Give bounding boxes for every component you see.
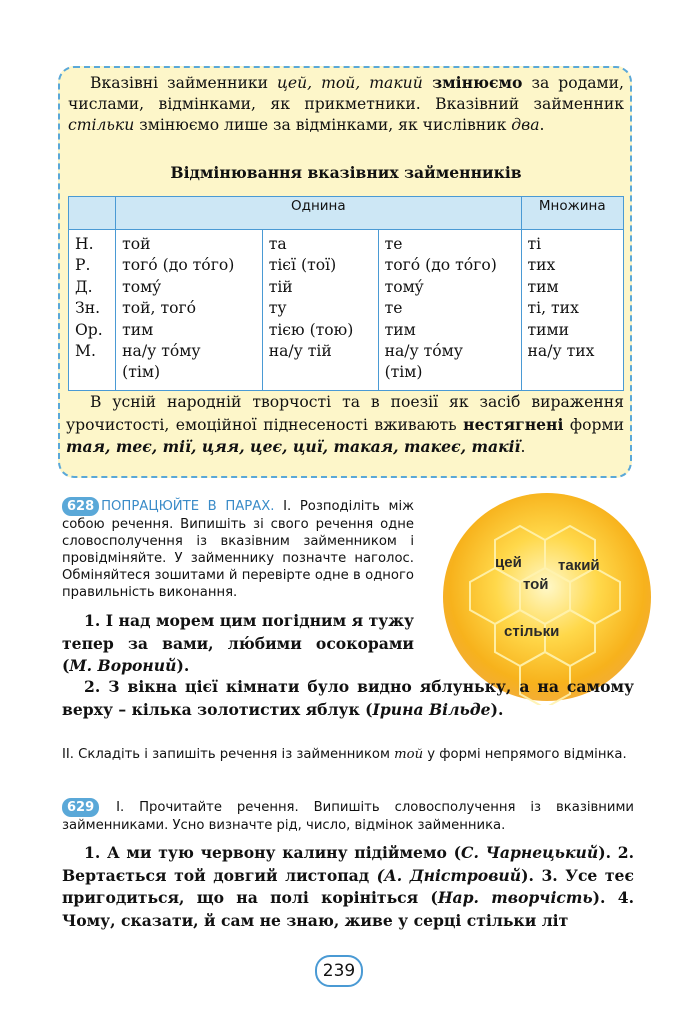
case-label: Р. bbox=[75, 256, 91, 275]
case-label: Д. bbox=[75, 277, 93, 296]
sentence-keyword: листопад bbox=[285, 865, 370, 885]
exercise-629-sentences bbox=[62, 842, 634, 932]
sentence-text: 1. І над морем цим погідним я тужу тепер за вами, лю́бими осокорами ( bbox=[62, 611, 414, 675]
form: тієї (тої) bbox=[268, 256, 337, 275]
exercise-628-task-2 bbox=[62, 746, 634, 763]
masculine-column bbox=[116, 230, 263, 391]
page-number: 239 bbox=[315, 955, 363, 987]
task-text: І. Прочитайте речення. Випишіть словосполучення із вказівними займенниками. Усно визначте рід, число, відмінок займенника. bbox=[62, 800, 634, 833]
form: тим bbox=[122, 320, 154, 339]
exercise-628-sentence-2 bbox=[62, 676, 634, 721]
exercise-number-badge: 629 bbox=[62, 798, 99, 817]
exercise-number-badge: 628 bbox=[62, 497, 99, 516]
form: тих bbox=[527, 256, 556, 275]
rule-paragraph-2 bbox=[66, 392, 624, 459]
plural-column bbox=[521, 230, 623, 391]
sentence-text: 2. З вікна цієї кімнати було видно яблуньку, а на самому верху – кілька золотистих яблук ( bbox=[62, 677, 634, 719]
form: томý bbox=[122, 277, 162, 296]
case-label: Зн. bbox=[75, 299, 101, 318]
form: (тім) bbox=[122, 363, 161, 382]
rule-text: форми bbox=[563, 415, 624, 434]
form: тогó (до тóго) bbox=[384, 256, 497, 275]
table-title: Відмінювання вказівних займенників bbox=[170, 163, 522, 182]
form: (тім) bbox=[384, 363, 423, 382]
sentence-text: ). 4. Чому, сказати, й сам не знаю, живе у серці стільки літ bbox=[62, 888, 635, 930]
rule-text: . bbox=[520, 438, 526, 456]
form: те bbox=[384, 235, 403, 253]
cases-column bbox=[69, 230, 116, 391]
sentence-text: ). 3. Усе теє пригодиться, що на полі корініться ( bbox=[62, 865, 634, 907]
header-empty-cell bbox=[69, 197, 116, 230]
rule-paragraph bbox=[68, 72, 624, 136]
exercise-628-task bbox=[62, 497, 414, 601]
rule-examples: цей, той, такий bbox=[277, 74, 423, 92]
form: на/у тóму bbox=[384, 342, 463, 361]
form: на/у тих bbox=[527, 342, 595, 361]
honeycomb-illustration bbox=[440, 490, 655, 705]
rule-text: Вказівні займенники bbox=[90, 74, 277, 92]
rule-keyword: нестягнені bbox=[463, 414, 564, 434]
case-label: М. bbox=[75, 342, 96, 361]
sentence-text: ). bbox=[176, 656, 190, 675]
rule-example: стільки bbox=[68, 116, 135, 134]
honeycomb-word: той bbox=[523, 576, 549, 593]
sentence-author: М. Вороний bbox=[69, 656, 177, 675]
form: тим bbox=[527, 277, 559, 296]
honeycomb-word: цей bbox=[495, 554, 522, 571]
honeycomb-word: стільки bbox=[504, 623, 560, 640]
rule-examples: тая, теє, тії, цяя, цеє, циї, такая, такеє, такії bbox=[66, 437, 521, 456]
form: тими bbox=[527, 320, 570, 339]
exercise-629-task bbox=[62, 798, 634, 834]
form: те bbox=[384, 299, 403, 318]
sentence-text: ). 2. Вертається той довгий bbox=[62, 843, 635, 885]
sentence-author: Ірина Вільде bbox=[372, 699, 491, 719]
form: тим bbox=[384, 320, 416, 339]
honeycomb-word: такий bbox=[558, 557, 600, 574]
table-body-row bbox=[69, 230, 624, 391]
case-label: Н. bbox=[75, 235, 94, 253]
form: тогó (до тóго) bbox=[122, 256, 235, 275]
case-label: Ор. bbox=[75, 320, 103, 339]
declension-table bbox=[68, 196, 624, 391]
rule-text: за родами, числами, відмінками, як прикметники. Вказівний займенник bbox=[68, 74, 624, 113]
form: ті, тих bbox=[527, 299, 579, 318]
form: ту bbox=[268, 299, 287, 318]
sentence-author: Нар. творчість bbox=[437, 888, 593, 907]
exercise-title: ПОПРАЦЮЙТЕ В ПАРАХ. bbox=[101, 499, 275, 514]
sentence-text: ). bbox=[490, 699, 504, 719]
form: тій bbox=[268, 277, 293, 296]
rule-text: В усній народній творчості та в поезії як засіб вираження урочистості, емоційної піднесеності вживають bbox=[66, 393, 624, 434]
form: тією (тою) bbox=[268, 320, 354, 339]
sentence-author: С. Чарнецький bbox=[461, 843, 599, 862]
exercise-628-sentence-1 bbox=[62, 610, 414, 678]
form: на/у тій bbox=[268, 342, 332, 361]
form: ті bbox=[527, 235, 542, 253]
rule-example: два bbox=[511, 116, 540, 134]
task-text: І. Розподіліть між собою речення. Випишіть зі свого речення одне словосполучення із вказівним займенником і провідміняйте. У займеннику позначте наголос. Обміняйтеся зошитами й перевірте одне в одного правильність виконання. bbox=[62, 499, 415, 600]
sentence-author: (А. Дністровий bbox=[369, 865, 522, 885]
feminine-column bbox=[262, 230, 378, 391]
form: томý bbox=[384, 277, 424, 296]
form: той, тогó bbox=[122, 299, 197, 318]
table-header-row bbox=[69, 197, 624, 230]
task-text: ІІ. Складіть і запишіть речення із займенником bbox=[62, 747, 395, 762]
rule-text: змінюємо лише за відмінками, як числівник bbox=[134, 116, 512, 134]
header-singular: Однина bbox=[116, 197, 521, 230]
neuter-column bbox=[378, 230, 521, 391]
form: той bbox=[122, 235, 151, 253]
task-example: той bbox=[394, 747, 424, 762]
header-plural: Множина bbox=[521, 197, 623, 230]
sentence-text: 1. А ми тую червону калину підіймемо ( bbox=[84, 843, 462, 862]
rule-text: . bbox=[539, 116, 545, 134]
form: на/у тóму bbox=[122, 342, 201, 361]
task-text: у формі непрямого відмінка. bbox=[423, 747, 627, 762]
form: та bbox=[268, 235, 287, 253]
rule-keyword: змінюємо bbox=[422, 73, 523, 92]
